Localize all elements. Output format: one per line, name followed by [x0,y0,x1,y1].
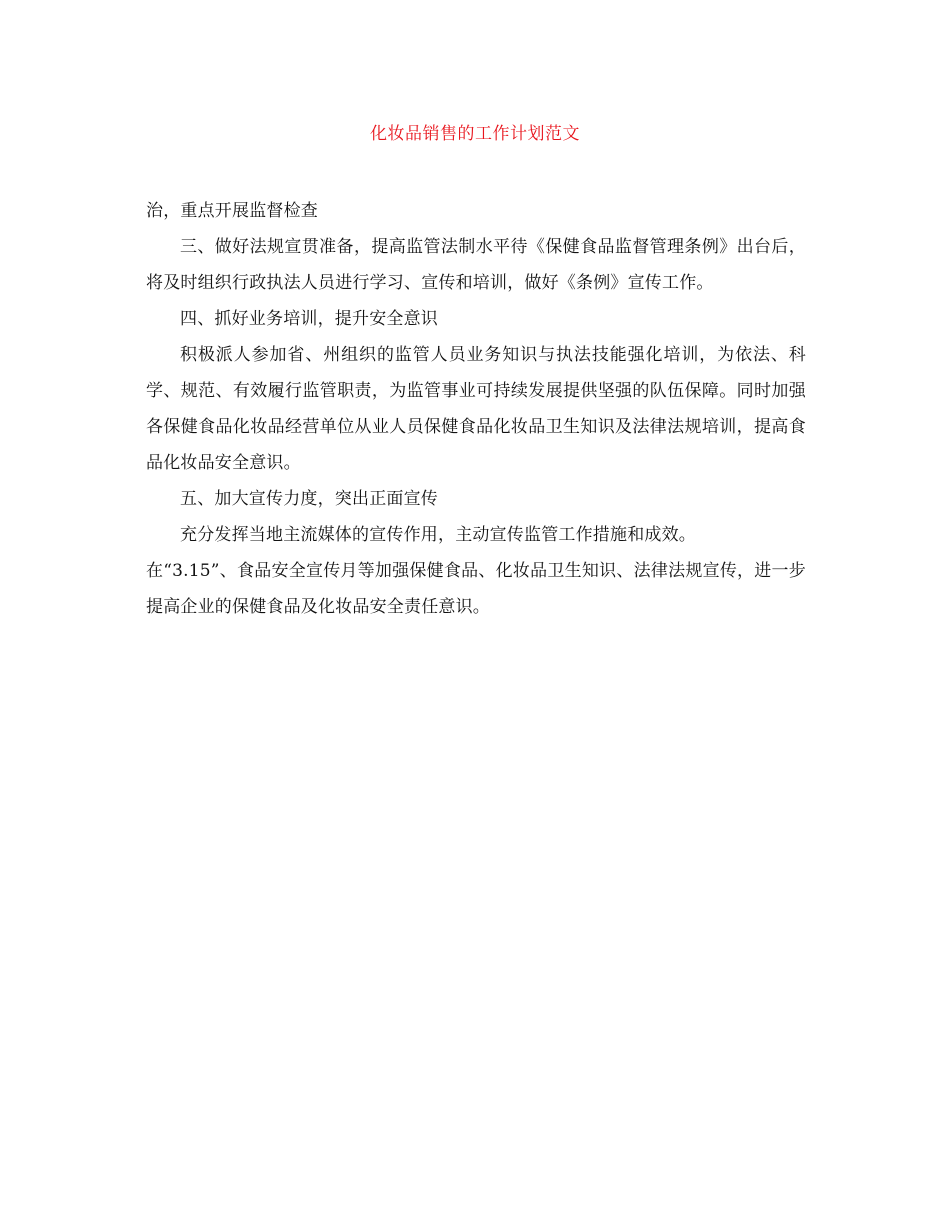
paragraph-continuation: 治，重点开展监督检查 [146,201,318,221]
paragraph-publicity-month: 在“3.15”、食品安全宣传月等加强保健食品、化妆品卫生知识、法律法规宣传，进一步提高企业的保健食品及化妆品安全责任意识。 [146,561,806,617]
heading-section-five: 五、加大宣传力度，突出正面宣传 [180,489,438,509]
paragraph-training: 积极派人参加省、州组织的监管人员业务知识与执法技能强化培训，为依法、科学、规范、有效履行监管职责，为监管事业可持续发展提供坚强的队伍保障。同时加强各保健食品化妆品经营单位从业人员保健食品化妆品卫生知识及法律法规培训，提高食品化妆品安全意识。 [146,345,806,473]
document-body [146,193,806,625]
document-title: 化妆品销售的工作计划范文 [370,124,580,144]
paragraph-section-three: 三、做好法规宣贯准备，提高监管法制水平待《保健食品监督管理条例》出台后，将及时组织行政执法人员进行学习、宣传和培训，做好《条例》宣传工作。 [146,237,806,293]
paragraph-media-publicity: 充分发挥当地主流媒体的宣传作用，主动宣传监管工作措施和成效。 [180,525,696,545]
heading-section-four: 四、抓好业务培训，提升安全意识 [180,309,438,329]
